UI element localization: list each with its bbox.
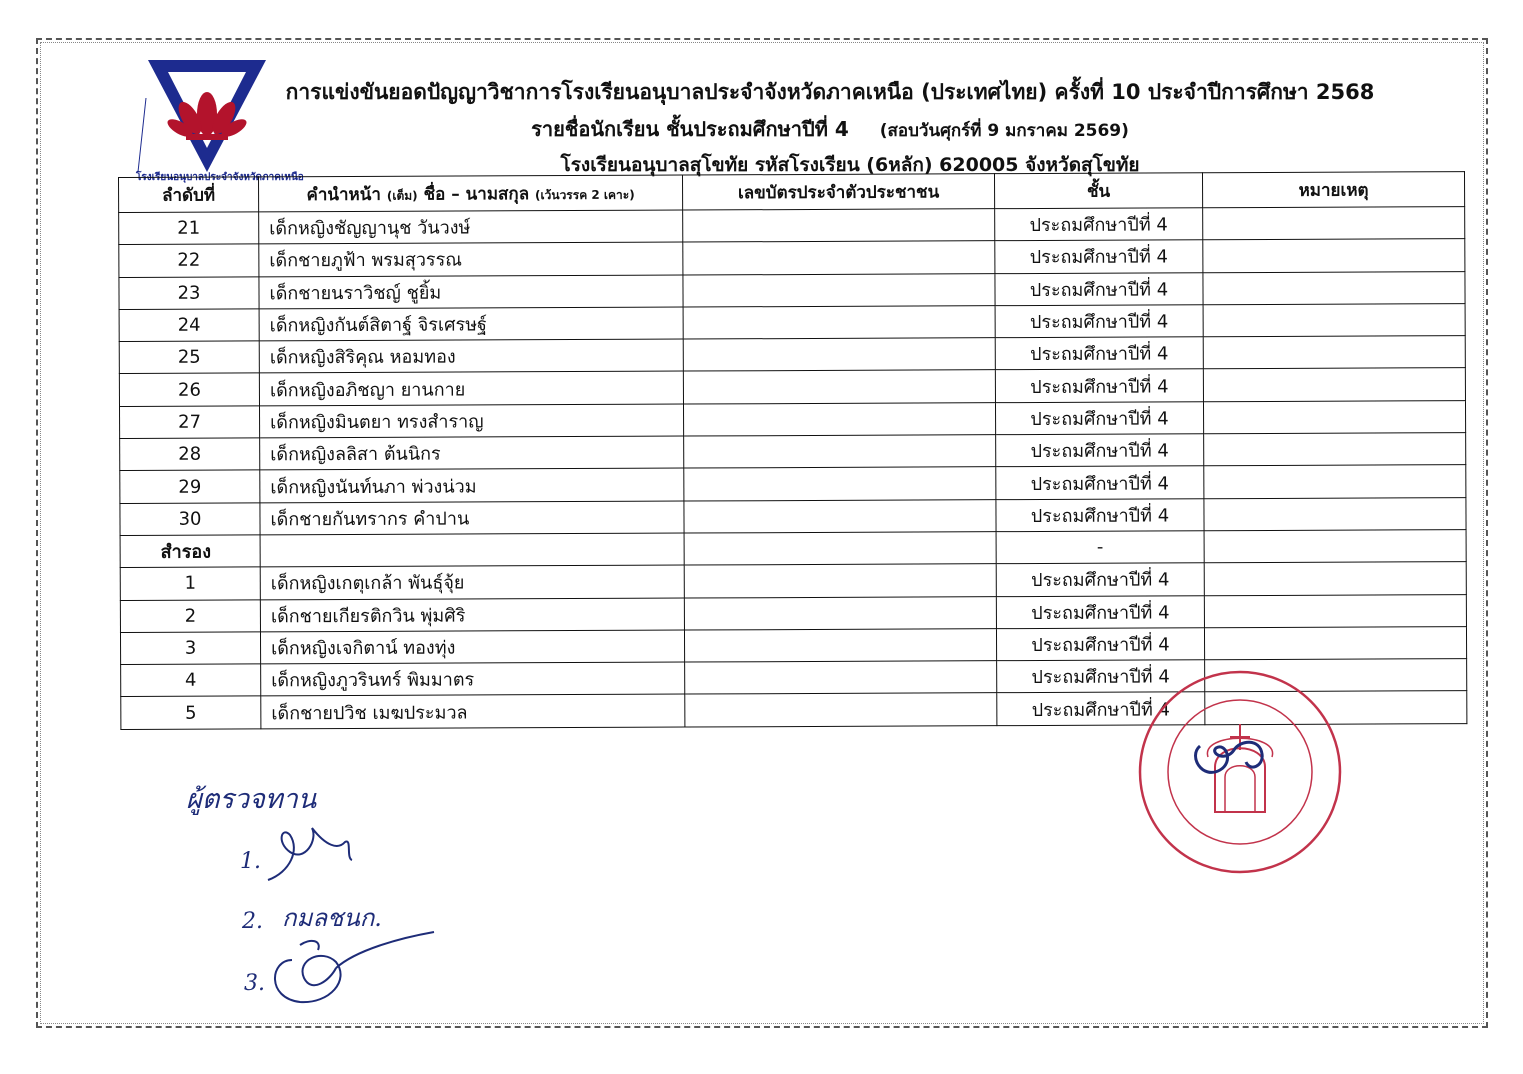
row-grade: ประถมศึกษาปีที่ 4	[995, 369, 1203, 402]
row-name: เด็กหญิงอภิชญา ยานกาย	[259, 372, 683, 406]
row-id-number	[683, 370, 995, 404]
header-name	[259, 175, 683, 212]
row-id-number	[684, 499, 996, 533]
row-name: เด็กหญิงเจกิตาน์ ทองทุ่ง	[260, 630, 684, 664]
row-note	[1204, 626, 1466, 659]
row-id-number	[685, 661, 997, 695]
row-name: เด็กหญิงมินตยา ทรงสำราญ	[259, 404, 683, 438]
row-no: สำรอง	[120, 535, 260, 568]
row-grade: ประถมศึกษาปีที่ 4	[995, 240, 1203, 273]
school-info: โรงเรียนอนุบาลสุโขทัย รหัสโรงเรียน (6หลัก) 620005 จังหวัดสุโขทัย	[560, 154, 1140, 176]
row-grade: ประถมศึกษาปีที่ 4	[996, 628, 1204, 661]
row-id-number	[684, 564, 996, 598]
checker-title: ผู้ตรวจทาน	[186, 784, 317, 815]
row-no: 24	[119, 309, 259, 342]
row-note	[1204, 530, 1466, 563]
checker-num-3: 3.	[244, 971, 265, 996]
row-id-number	[683, 241, 995, 275]
signature-2: กมลชนก.	[282, 904, 382, 932]
title-line-2	[280, 113, 1380, 145]
title-grade: รายชื่อนักเรียน ชั้นประถมศึกษาปีที่ 4	[531, 117, 849, 141]
row-id-number	[683, 306, 995, 340]
checker-num-2: 2.	[242, 909, 263, 934]
row-grade: ประถมศึกษาปีที่ 4	[997, 692, 1205, 725]
row-grade: ประถมศึกษาปีที่ 4	[995, 305, 1203, 338]
row-id-number	[683, 402, 995, 436]
row-no: 25	[119, 341, 259, 374]
row-no: 4	[121, 664, 261, 697]
student-roster-table	[118, 171, 1467, 730]
row-name: เด็กชายภูฟ้า พรมสุวรรณ	[259, 242, 683, 276]
title-line-1: การแข่งขันยอดปัญญาวิชาการโรงเรียนอนุบาลประจำจังหวัดภาคเหนือ (ประเทศไทย) ครั้งที่ 10 ประจำปีการศึกษา 2568	[285, 80, 1375, 104]
row-no: 27	[120, 406, 260, 439]
row-grade: -	[996, 531, 1204, 564]
row-no: 22	[119, 244, 259, 277]
row-note	[1203, 400, 1465, 433]
row-no: 30	[120, 503, 260, 536]
row-id-number	[684, 532, 996, 566]
row-name: เด็กหญิงนันท์นภา พ่วงน่วม	[260, 468, 684, 502]
row-note	[1203, 368, 1465, 401]
row-name: เด็กชายกันทรากร คำปาน	[260, 501, 684, 535]
header-name-full: (เต็ม)	[386, 188, 418, 203]
row-grade: ประถมศึกษาปีที่ 4	[996, 466, 1204, 499]
row-grade: ประถมศึกษาปีที่ 4	[995, 402, 1203, 435]
row-note	[1203, 336, 1465, 369]
row-note	[1203, 239, 1465, 272]
row-no: 1	[120, 567, 260, 600]
logo-text: โรงเรียนอนุบาลประจำจังหวัดภาคเหนือ	[136, 172, 304, 183]
row-id-number	[684, 467, 996, 501]
row-no: 29	[120, 470, 260, 503]
row-no: 3	[120, 632, 260, 665]
row-id-number	[684, 435, 996, 469]
row-no: 26	[119, 373, 259, 406]
row-grade: ประถมศึกษาปีที่ 4	[997, 660, 1205, 693]
row-id-number	[683, 338, 995, 372]
row-name	[260, 533, 684, 567]
row-note	[1203, 207, 1465, 240]
row-id-number	[683, 209, 995, 243]
row-note	[1204, 433, 1466, 466]
row-grade: ประถมศึกษาปีที่ 4	[996, 595, 1204, 628]
row-id-number	[684, 596, 996, 630]
row-id-number	[683, 273, 995, 307]
row-id-number	[685, 693, 997, 727]
row-grade: ประถมศึกษาปีที่ 4	[995, 208, 1203, 241]
school-logo-icon	[126, 52, 304, 187]
row-name: เด็กหญิงชัญญานุช วันวงษ์	[259, 210, 683, 244]
row-no: 2	[120, 599, 260, 632]
row-id-number	[684, 629, 996, 663]
header-grade: ชั้น	[994, 173, 1202, 209]
row-note	[1203, 271, 1465, 304]
row-name: เด็กหญิงเกตุเกล้า พันธุ์จุ้ย	[260, 565, 684, 599]
row-name: เด็กหญิงสิริคุณ หอมทอง	[259, 339, 683, 373]
row-note	[1204, 562, 1466, 595]
row-no: 28	[120, 438, 260, 471]
row-name: เด็กหญิงลลิสา ต้นนิกร	[260, 436, 684, 470]
header-id: เลขบัตรประจำตัวประชาชน	[682, 174, 994, 210]
row-grade: ประถมศึกษาปีที่ 4	[995, 272, 1203, 305]
header-name-prefix: คำนำหน้า	[306, 184, 381, 205]
row-name: เด็กหญิงกันต์สิตาฐ์ จิรเศรษฐ์	[259, 307, 683, 341]
header-no: ลำดับที่	[119, 177, 259, 213]
header-name-note: (เว้นวรรค 2 เคาะ)	[534, 187, 635, 202]
row-grade: ประถมศึกษาปีที่ 4	[996, 498, 1204, 531]
row-no: 5	[121, 696, 261, 729]
row-no: 21	[119, 212, 259, 245]
row-name: เด็กชายปวิช เมฆประมวล	[261, 694, 685, 728]
row-note	[1203, 304, 1465, 337]
header-name-label: ชื่อ – นามสกุล	[423, 183, 536, 205]
row-note	[1204, 465, 1466, 498]
table-header-row	[119, 172, 1465, 213]
checker-num-1: 1.	[240, 849, 261, 874]
row-name: เด็กหญิงภูวรินทร์ พิมมาตร	[261, 662, 685, 696]
exam-date: (สอบวันศุกร์ที่ 9 มกราคม 2569)	[879, 121, 1129, 141]
row-no: 23	[119, 276, 259, 309]
row-note	[1204, 594, 1466, 627]
row-grade: ประถมศึกษาปีที่ 4	[996, 434, 1204, 467]
row-grade: ประถมศึกษาปีที่ 4	[996, 563, 1204, 596]
official-seal-icon	[1130, 662, 1350, 882]
row-note	[1204, 497, 1466, 530]
row-name: เด็กชายนราวิชญ์ ชูยิ้ม	[259, 275, 683, 309]
row-grade: ประถมศึกษาปีที่ 4	[995, 337, 1203, 370]
header-note: หมายเหตุ	[1202, 172, 1464, 208]
row-name: เด็กชายเกียรติกวิน พุ่มศิริ	[260, 598, 684, 632]
